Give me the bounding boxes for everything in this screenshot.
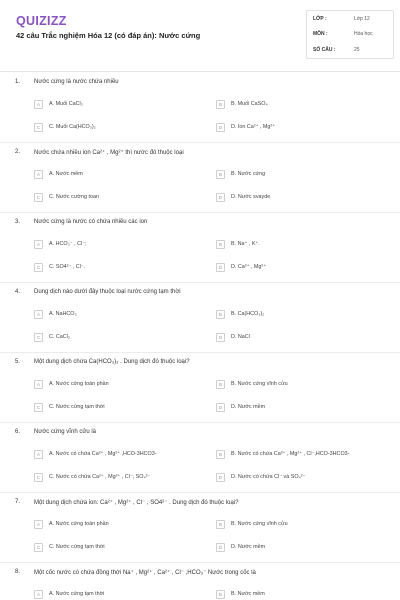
question-divider — [0, 562, 400, 563]
option-text: C. Nước cứng tạm thời — [49, 544, 105, 550]
option-d[interactable] — [216, 121, 275, 133]
option-c[interactable] — [34, 541, 105, 553]
option-text: C. CaCl₂ — [49, 334, 70, 340]
option-b[interactable] — [216, 238, 260, 250]
question-number: 7. — [15, 499, 21, 505]
question-text: Nước cứng là nước chứa nhiều — [34, 79, 119, 85]
meta-value: 25 — [354, 46, 360, 53]
header-divider — [0, 71, 400, 72]
option-text: D. Ion Ca²⁺ , Mg²⁺ — [231, 124, 276, 130]
option-a[interactable] — [34, 378, 109, 390]
option-text: B. Nước mềm — [231, 591, 265, 597]
meta-value: Lớp 12 — [354, 15, 370, 22]
worksheet-title: 42 câu Trắc nghiệm Hóa 12 (có đáp án): Nước cứng — [16, 31, 201, 40]
option-b[interactable] — [216, 588, 265, 600]
question-text: Dung dịch nào dưới đây thuộc loại nước cứng tạm thời — [34, 289, 181, 295]
option-letter-box: B — [216, 520, 225, 529]
option-c[interactable] — [34, 121, 96, 133]
question-number: 2. — [15, 149, 21, 155]
option-letter-box: C — [34, 333, 43, 342]
option-text: D. Nước có chứa Cl⁻ và SO₄²⁻ — [231, 474, 306, 480]
option-d[interactable] — [216, 401, 265, 413]
option-text: D. Nước mềm — [231, 404, 266, 410]
option-text: B. Nước có chứa Ca²⁺ , Mg²⁺ , Cl⁻,HCO-3HCO3- — [231, 451, 350, 457]
option-letter-box: A — [34, 100, 43, 109]
option-text: A. Nước mềm — [49, 171, 83, 177]
option-letter-box: B — [216, 450, 225, 459]
option-letter-box: D — [216, 333, 225, 342]
option-letter-box: C — [34, 123, 43, 132]
option-letter-box: D — [216, 543, 225, 552]
option-a[interactable] — [34, 448, 157, 460]
question-text: Nước cứng là nước có chứa nhiều các ion — [34, 219, 148, 225]
option-letter-box: A — [34, 590, 43, 599]
option-letter-box: D — [216, 263, 225, 272]
option-text: A. Nước cứng toàn phần — [49, 381, 109, 387]
option-text: A. NaHCO₃ — [49, 311, 77, 317]
option-text: C. Nước cứng tạm thời — [49, 404, 105, 410]
option-d[interactable] — [216, 471, 305, 483]
option-text: D. NaCl — [231, 334, 250, 340]
option-letter-box: B — [216, 380, 225, 389]
option-b[interactable] — [216, 168, 265, 180]
option-d[interactable] — [216, 191, 270, 203]
option-b[interactable] — [216, 448, 349, 460]
meta-row-subject — [307, 27, 393, 43]
option-text: B. Muối CaSO₄ — [231, 101, 268, 107]
option-text: B. Ca(HCO₃)₂ — [231, 311, 265, 317]
option-letter-box: B — [216, 240, 225, 249]
option-d[interactable] — [216, 541, 265, 553]
option-text: C. Muối Ca(HCO₃)₂ — [49, 124, 96, 130]
option-letter-box: A — [34, 450, 43, 459]
option-letter-box: C — [34, 543, 43, 552]
meta-row-count — [307, 42, 393, 58]
option-letter-box: A — [34, 380, 43, 389]
option-letter-box: B — [216, 100, 225, 109]
option-text: B. Na⁺ , K⁺. — [231, 241, 260, 247]
question-number: 5. — [15, 359, 21, 365]
option-letter-box: C — [34, 473, 43, 482]
question-number: 4. — [15, 289, 21, 295]
option-c[interactable] — [34, 401, 105, 413]
meta-key: LỚP : — [313, 15, 327, 22]
meta-key: MÔN : — [313, 31, 328, 38]
option-text: B. Nước cứng vĩnh cửu — [231, 381, 288, 387]
option-a[interactable] — [34, 168, 83, 180]
option-a[interactable] — [34, 98, 83, 110]
question-divider — [0, 352, 400, 353]
option-text: C. Nước có chứa Ca²⁺ , Mg²⁺ , Cl⁻, SO₄²⁻ — [49, 474, 151, 480]
option-text: D. Ca²⁺ , Mg²⁺ — [231, 264, 267, 270]
question-number: 3. — [15, 219, 21, 225]
option-a[interactable] — [34, 588, 104, 600]
question-text: Nước cứng vĩnh cửu là — [34, 429, 97, 435]
option-b[interactable] — [216, 518, 288, 530]
option-b[interactable] — [216, 378, 288, 390]
question-number: 8. — [15, 569, 21, 575]
option-a[interactable] — [34, 308, 77, 320]
worksheet-meta-box — [306, 10, 394, 59]
option-text: B. Nước cứng — [231, 171, 266, 177]
option-text: A. Nước cứng tạm thời — [49, 591, 105, 597]
option-text: A. Muối CaCl₂ — [49, 101, 83, 107]
option-letter-box: C — [34, 193, 43, 202]
option-text: A. Nước có chứa Ca²⁺ , Mg²⁺ ,HCO-3HCO3- — [49, 451, 157, 457]
option-letter-box: A — [34, 310, 43, 319]
option-letter-box: B — [216, 310, 225, 319]
meta-value: Hóa học — [354, 31, 373, 38]
option-letter-box: A — [34, 520, 43, 529]
worksheet-header — [0, 0, 400, 71]
option-text: C. Nước cường toan — [49, 194, 99, 200]
question-number: 1. — [15, 79, 21, 85]
option-letter-box: D — [216, 123, 225, 132]
option-c[interactable] — [34, 471, 150, 483]
option-letter-box: A — [34, 170, 43, 179]
option-d[interactable] — [216, 261, 266, 273]
option-b[interactable] — [216, 308, 264, 320]
question-divider — [0, 492, 400, 493]
option-c[interactable] — [34, 261, 85, 273]
meta-row-class — [307, 11, 393, 27]
question-text: Nước chứa nhiều ion Ca²⁺ , Mg²⁺ thì nước đó thuộc loại — [34, 150, 184, 156]
option-a[interactable] — [34, 238, 87, 250]
option-b[interactable] — [216, 98, 268, 110]
option-letter-box: C — [34, 263, 43, 272]
option-a[interactable] — [34, 518, 109, 530]
option-letter-box: B — [216, 590, 225, 599]
question-divider — [0, 212, 400, 213]
option-letter-box: D — [216, 403, 225, 412]
question-divider — [0, 422, 400, 423]
question-text: Một cốc nước có chứa đồng thời Na⁺ , Mg²⁺ , Ca²⁺ , Cl⁻ ,HCO₃⁻ Nước trong cốc là — [34, 570, 256, 576]
option-text: D. Nước mềm — [231, 544, 266, 550]
option-c[interactable] — [34, 331, 70, 343]
option-c[interactable] — [34, 191, 99, 203]
option-text: A. HCO₃⁻ , Cl⁻; — [49, 241, 87, 247]
question-divider — [0, 282, 400, 283]
quizizz-logo: QUIZIZZ — [16, 14, 67, 28]
option-letter-box: D — [216, 193, 225, 202]
meta-key: SỐ CÂU : — [313, 46, 336, 53]
option-letter-box: A — [34, 240, 43, 249]
question-divider — [0, 142, 400, 143]
option-letter-box: B — [216, 170, 225, 179]
question-text: Một dung dịch chứa ion: Ca²⁺ , Mg²⁺ , Cl⁻ , SO4²⁻ . Dung dịch đó thuộc loại? — [34, 500, 239, 506]
option-text: D. Nước svayde — [231, 194, 271, 200]
option-text: C. SO4²⁻ , Cl⁻. — [49, 264, 86, 270]
option-text: A. Nước cứng toàn phần — [49, 521, 109, 527]
option-letter-box: D — [216, 473, 225, 482]
option-d[interactable] — [216, 331, 250, 343]
question-text: Một dung dịch chứa Ca(HCO₃)₂ . Dung dịch đó thuộc loại? — [34, 359, 190, 365]
option-letter-box: C — [34, 403, 43, 412]
option-text: B. Nước cứng vĩnh cửu — [231, 521, 288, 527]
question-number: 6. — [15, 429, 21, 435]
